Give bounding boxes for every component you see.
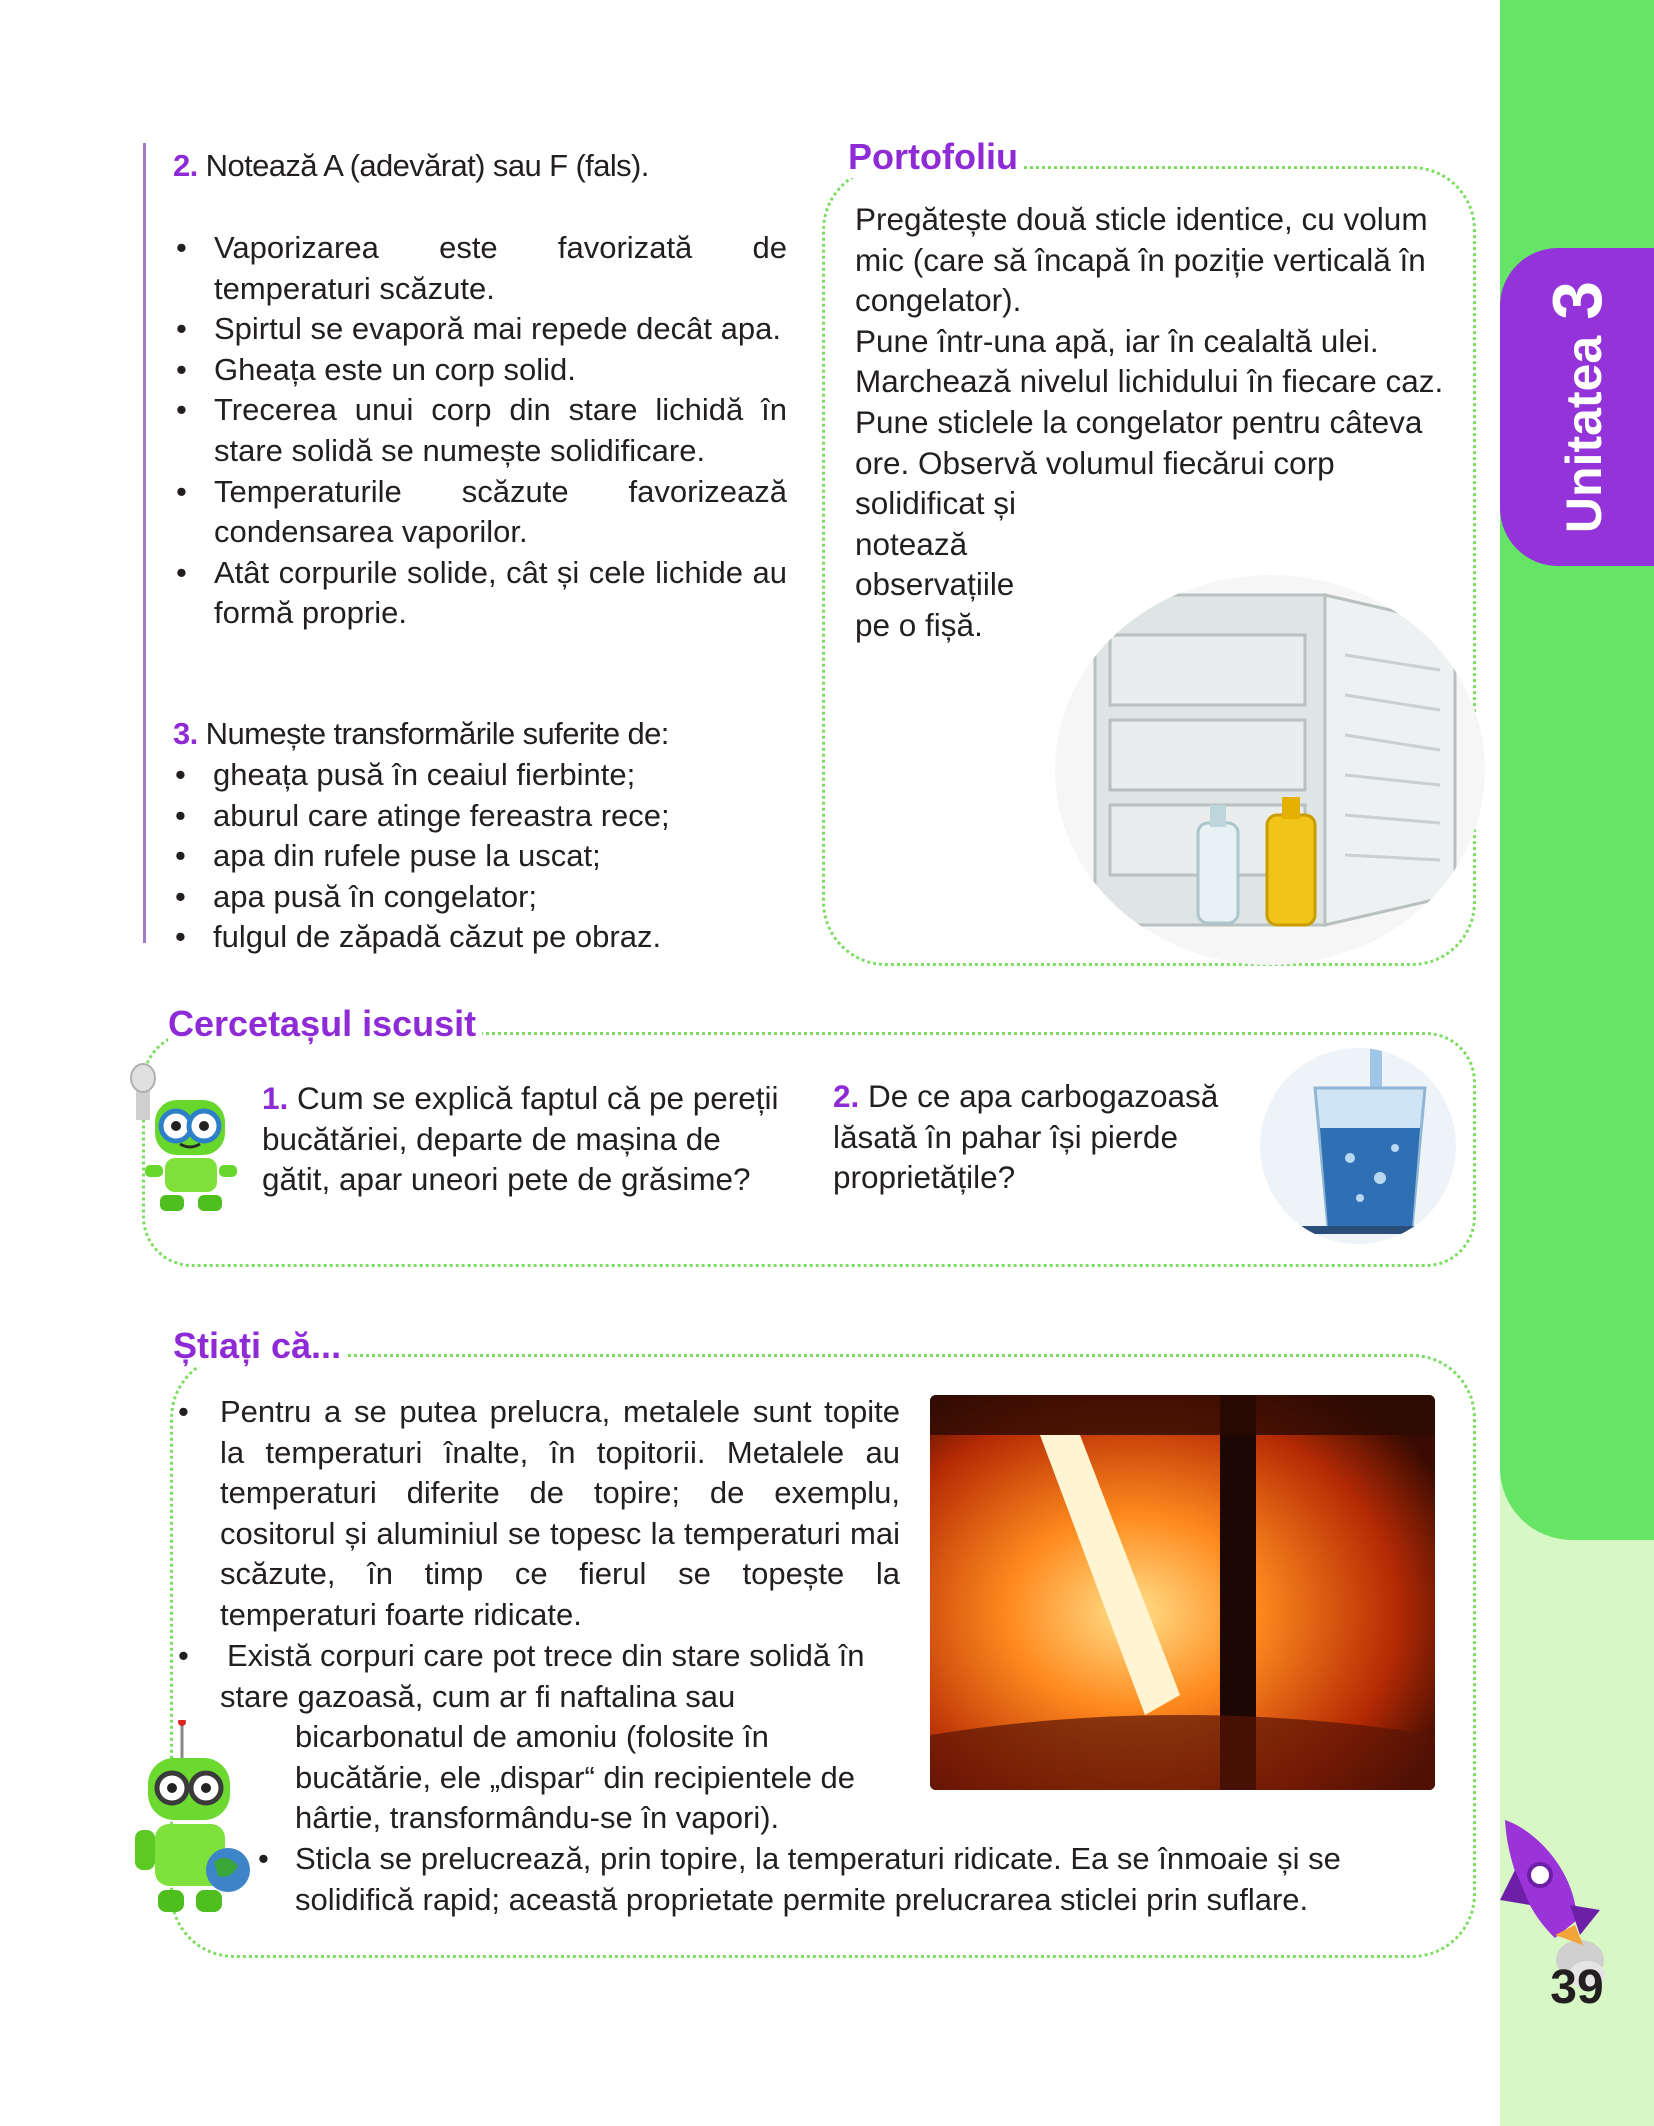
exercise-3-list [171, 755, 811, 958]
portofoliu-line: Pune într-una apă, iar în cealaltă ulei. [855, 322, 1379, 359]
portofoliu-line: Pregătește două sticle identice, cu volum [855, 201, 1428, 237]
question-1-number: 1. [262, 1080, 289, 1116]
list-item: • fulgul de zăpadă căzut pe obraz. [171, 917, 811, 958]
stiati-item-3: • Sticla se prelucrează, prin topire, la temperaturi ridicate. Ea se înmoaie și se solidifică rapid; această proprietate permite prelucrarea sticlei prin suflare. [252, 1839, 1452, 1920]
exercise-3-instruction-text: Numește transformările suferite de: [205, 716, 669, 751]
question-1-line: bucătăriei, departe de mașina de [262, 1120, 721, 1157]
stiati-paragraph-3-line: Sticla se prelucrează, prin topire, la temperaturi ridicate. Ea se înmoaie și se [295, 1841, 1341, 1876]
side-strip-green [1500, 0, 1654, 1540]
question-1-line: gătit, apar uneori pete de grăsime? [262, 1161, 751, 1198]
portofoliu-line: observațiile [855, 566, 1015, 603]
exercise-2-number: 2. [173, 148, 198, 183]
list-item: • apa din rufele puse la uscat; [171, 836, 811, 877]
portofoliu-line: solidificat și [855, 485, 1017, 522]
portofoliu-line: Marchează nivelul lichidului în fiecare caz. [855, 363, 1444, 400]
stiati-title: Știați că... [173, 1325, 347, 1367]
cercetasul-question-2 [833, 1076, 1263, 1198]
stiati-paragraph-2-line: stare gazoasă, cum ar fi naftalina sau [220, 1678, 736, 1714]
list-item: • apa pusă în congelator; [171, 877, 811, 918]
list-item: • aburul care atinge fereastra rece; [171, 796, 811, 837]
question-2-line: proprietățile? [833, 1159, 1016, 1196]
robot-illustration [110, 1060, 250, 1220]
question-1-line: Cum se explică faptul că pe pereții [297, 1080, 779, 1116]
list-item: • Trecerea unui corp din stare lichidă în stare solidă se numește solidificare. [172, 390, 787, 471]
portofoliu-line: pe o fișă. [855, 606, 983, 643]
cercetasul-title: Cercetașul iscusit [168, 1003, 482, 1045]
list-item: • Gheața este un corp solid. [172, 350, 787, 391]
exercise-2-instruction [173, 146, 813, 187]
portofoliu-line: Pune sticlele la congelator pentru câteva [855, 403, 1423, 440]
portofoliu-line: congelator). [855, 282, 1022, 319]
unit-number: 3 [1538, 280, 1617, 320]
water-glass-illustration [1260, 1048, 1456, 1244]
list-item: • Vaporizarea este favorizată de temperaturi scăzute. [172, 228, 787, 309]
question-2-number: 2. [833, 1078, 860, 1114]
stiati-paragraph-2-line: Există corpuri care pot trece din stare solidă în [227, 1638, 865, 1673]
unit-label: Unitatea [1556, 335, 1613, 534]
exercise-2-instruction-text: Notează A (adevărat) sau F (fals). [205, 148, 649, 183]
stiati-paragraph-3-line: solidifică rapid; această proprietate permite prelucrarea sticlei prin suflare. [295, 1881, 1309, 1917]
exercise-vertical-rule [143, 143, 146, 943]
stiati-paragraph-2-cont: bucătărie, ele „dispar“ din recipientele de [295, 1759, 856, 1795]
list-item: • Spirtul se evaporă mai repede decât apa. [172, 309, 787, 350]
unit-tab-label [1500, 248, 1654, 566]
question-2-line: lăsată în pahar își pierde [833, 1118, 1178, 1155]
cercetasul-question-1 [262, 1078, 822, 1200]
portofoliu-title: Portofoliu [848, 136, 1024, 178]
list-item: • gheața pusă în ceaiul fierbinte; [171, 755, 811, 796]
question-2-line: De ce apa carbogazoasă [868, 1078, 1219, 1114]
stiati-item-1: • Pentru a se putea prelucra, metalele sunt topite la temperaturi înalte, în topitorii. Metalele au temperaturi diferite de topire; de exemplu, cositorul și aluminiul se topesc la temperaturi mai scăzute, în timp ce fierul se topește la temperaturi foarte ridicate. [178, 1394, 900, 1632]
exercise-3-instruction [173, 714, 813, 755]
list-item: • Atât corpurile solide, cât și cele lichide au formă proprie. [172, 553, 787, 634]
portofoliu-line: mic (care să încapă în poziție verticală în [855, 241, 1426, 278]
portofoliu-line: notează [855, 525, 968, 562]
stiati-paragraph-2-cont: hârtie, transformându-se în vapori). [295, 1800, 780, 1836]
stiati-paragraph-1: Pentru a se putea prelucra, metalele sunt topite la temperaturi înalte, în topitorii. Metalele au temperaturi diferite de topire; de exemplu, cositorul și aluminiul se topesc la temperaturi mai scăzute, în timp ce fierul se topește la temperaturi foarte ridicate. [220, 1394, 900, 1632]
stiati-item-2: • Există corpuri care pot trece din stare solidă în stare gazoasă, cum ar fi naftalina sau bicarbonatul de amoniu (folosite în bucătărie, ele „dispar“ din recipientele de hârtie, transformându-se în vapori). [172, 1636, 932, 1839]
exercise-3-number: 3. [173, 716, 198, 751]
page-number: 39 [1550, 1961, 1604, 2014]
robot-globe-illustration [130, 1720, 255, 1920]
portofoliu-line: ore. Observă volumul fiecărui corp [855, 444, 1335, 481]
molten-metal-illustration [930, 1395, 1435, 1790]
portofoliu-text [855, 199, 1475, 646]
exercise-2-list [172, 228, 787, 634]
list-item: • Temperaturile scăzute favorizează condensarea vaporilor. [172, 472, 787, 553]
stiati-paragraph-2-cont: bicarbonatul de amoniu (folosite în [295, 1719, 769, 1755]
